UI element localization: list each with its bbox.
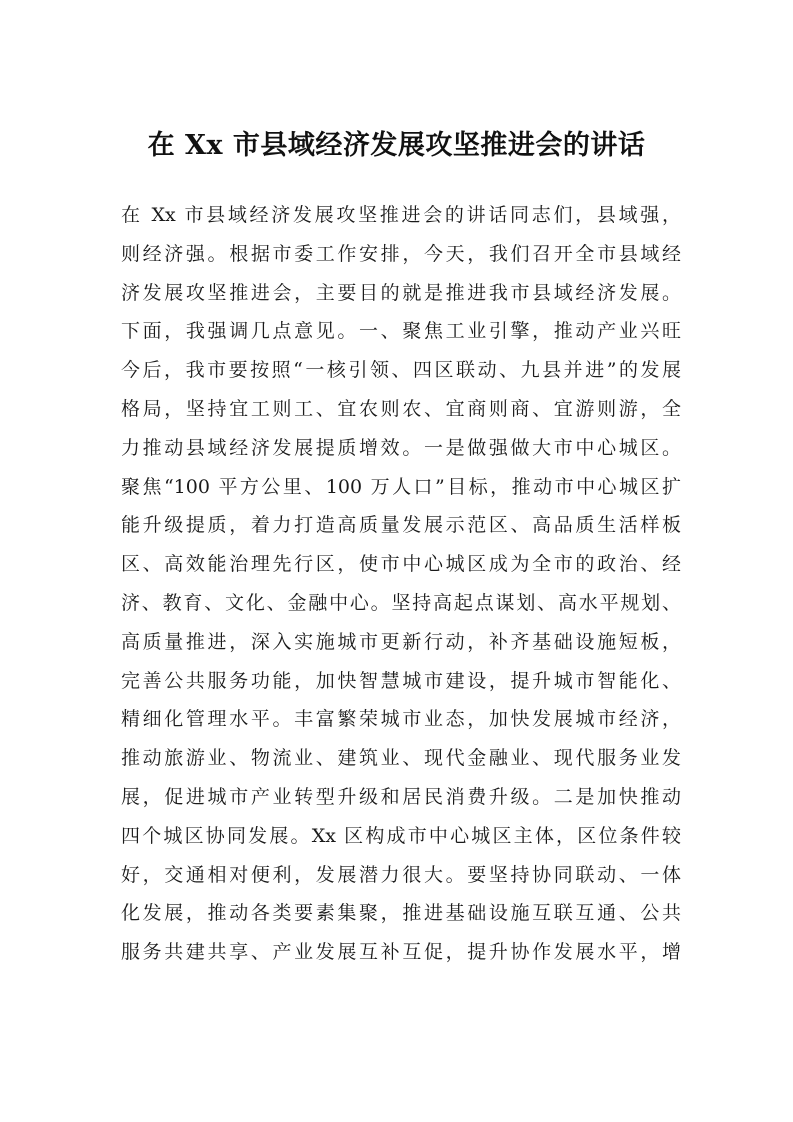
body-line: 下面，我强调几点意见。一、聚焦工业引擎，推动产业兴旺 xyxy=(121,320,681,343)
body-line: 化发展，推动各类要素集聚，推进基础设施互联互通、公共 xyxy=(121,902,681,925)
body-line: 聚焦“100 平方公里、100 万人口”目标，推动市中心城区扩 xyxy=(121,475,681,498)
body-line: 展，促进城市产业转型升级和居民消费升级。二是加快推动 xyxy=(121,785,681,808)
body-line: 高质量推进，深入实施城市更新行动，补齐基础设施短板， xyxy=(121,630,681,653)
body-line: 好，交通相对便利，发展潜力很大。要坚持协同联动、一体 xyxy=(121,863,681,886)
document-title: 在 Xx 市县域经济发展攻坚推进会的讲话 xyxy=(147,130,646,161)
body-line: 完善公共服务功能，加快智慧城市建设，提升城市智能化、 xyxy=(121,669,681,692)
body-line: 力推动县域经济发展提质增效。一是做强做大市中心城区。 xyxy=(121,436,681,459)
body-line: 四个城区协同发展。Xx 区构成市中心城区主体，区位条件较 xyxy=(121,824,681,847)
body-line: 济、教育、文化、金融中心。坚持高起点谋划、高水平规划、 xyxy=(121,591,681,614)
body-line: 服务共建共享、产业发展互补互促，提升协作发展水平，增 xyxy=(121,941,681,964)
body-line: 今后，我市要按照“一核引领、四区联动、九县并进”的发展 xyxy=(121,359,681,382)
body-line: 格局，坚持宜工则工、宜农则农、宜商则商、宜游则游，全 xyxy=(121,397,681,420)
body-line: 则经济强。根据市委工作安排，今天，我们召开全市县域经 xyxy=(121,242,681,265)
document-body xyxy=(121,196,681,972)
body-line: 推动旅游业、物流业、建筑业、现代金融业、现代服务业发 xyxy=(121,747,681,770)
body-line: 精细化管理水平。丰富繁荣城市业态，加快发展城市经济， xyxy=(121,708,681,731)
body-line: 济发展攻坚推进会，主要目的就是推进我市县域经济发展。 xyxy=(121,281,681,304)
body-line: 在 Xx 市县域经济发展攻坚推进会的讲话同志们，县域强， xyxy=(121,204,681,226)
body-line: 能升级提质，着力打造高质量发展示范区、高品质生活样板 xyxy=(121,514,681,537)
body-line: 区、高效能治理先行区，使市中心城区成为全市的政治、经 xyxy=(121,553,681,576)
